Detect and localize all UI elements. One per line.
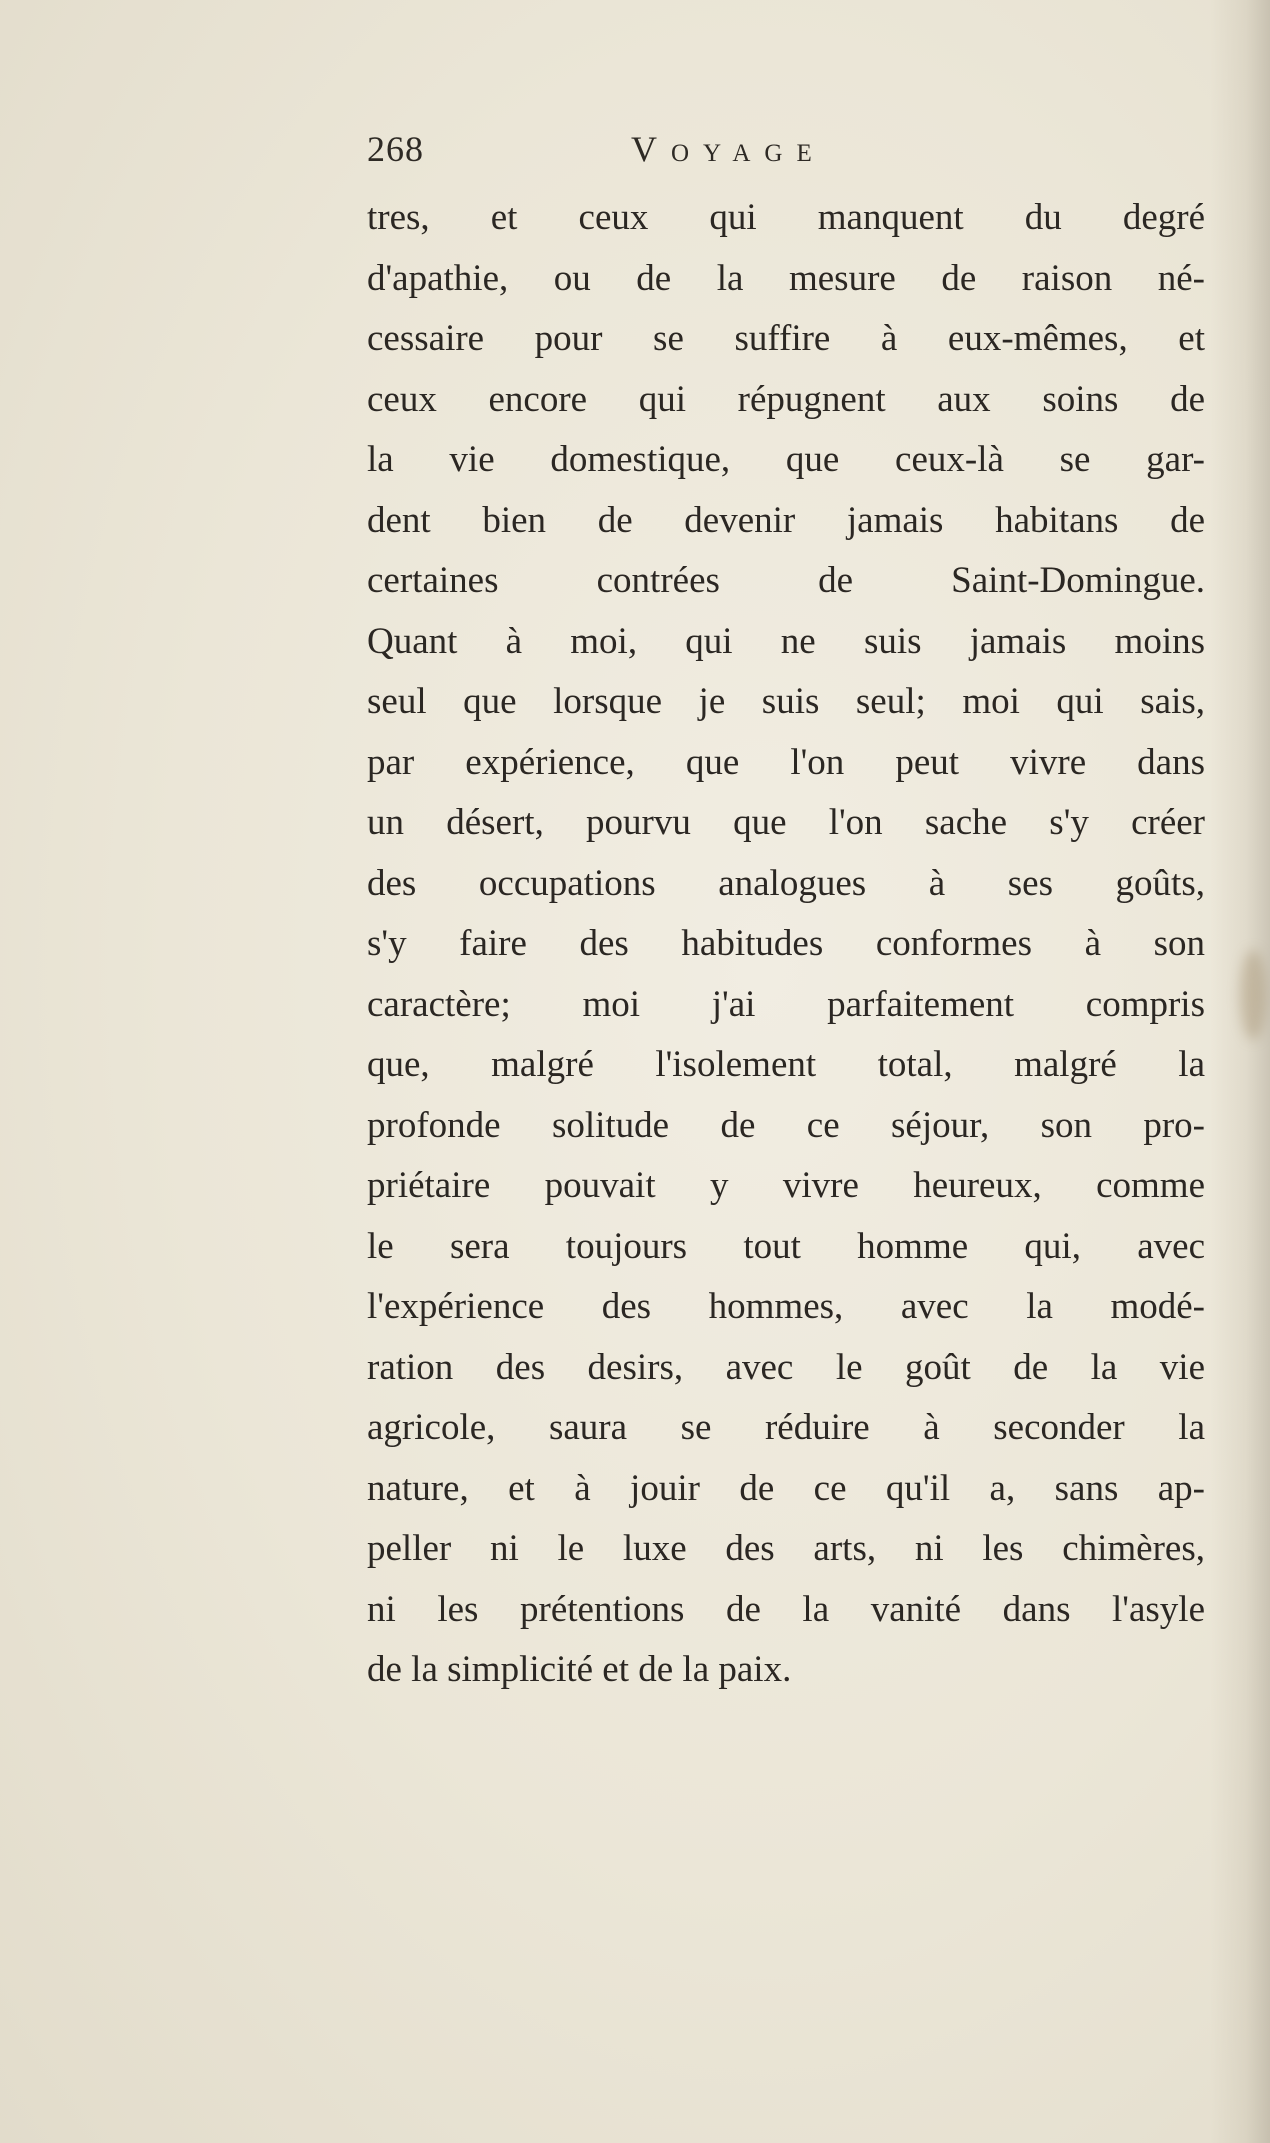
text-line: tres, et ceux qui manquent du degré — [367, 197, 1205, 238]
text-line: profonde solitude de ce séjour, son pro- — [367, 1104, 1205, 1146]
text-line: peller ni le luxe des arts, ni les chimères, — [367, 1528, 1205, 1569]
text-line: des occupations analogues à ses goûts, — [367, 862, 1205, 904]
text-line: priétaire pouvait y vivre heureux, comme — [367, 1165, 1205, 1206]
text-line: que, malgré l'isolement total, malgré la — [367, 1044, 1205, 1085]
text-line: un désert, pourvu que l'on sache s'y créer — [367, 802, 1205, 843]
text-line: la vie domestique, que ceux-là se gar- — [367, 439, 1205, 480]
text-line: par expérience, que l'on peut vivre dans — [367, 741, 1205, 783]
text-line: l'expérience des hommes, avec la modé- — [367, 1286, 1205, 1327]
page-number: 268 — [367, 129, 424, 169]
text-line: nature, et à jouir de ce qu'il a, sans ap- — [367, 1467, 1205, 1509]
text-line: certaines contrées de Saint-Domingue. — [367, 560, 1205, 601]
text-line: caractère; moi j'ai parfaitement compris — [367, 983, 1205, 1025]
text-line: s'y faire des habitudes conformes à son — [367, 923, 1205, 964]
text-line: ni les prétentions de la vanité dans l'asyle — [367, 1588, 1205, 1630]
text-line: le sera toujours tout homme qui, avec — [367, 1225, 1205, 1267]
text-line: d'apathie, ou de la mesure de raison né- — [367, 257, 1205, 299]
paper-stain — [1240, 950, 1266, 1040]
page-header — [367, 120, 1217, 180]
text-line: ceux encore qui répugnent aux soins de — [367, 378, 1205, 420]
text-line: cessaire pour se suffire à eux-mêmes, et — [367, 318, 1205, 359]
page-edge-shadow — [1210, 0, 1270, 2143]
text-line: de la simplicité et de la paix. — [367, 1649, 792, 1690]
text-line: ration des desirs, avec le goût de la vie — [367, 1346, 1205, 1388]
running-head: Voyage — [631, 129, 826, 169]
text-line: seul que lorsque je suis seul; moi qui sais, — [367, 681, 1205, 722]
body-text — [367, 188, 1205, 1701]
text-line: Quant à moi, qui ne suis jamais moins — [367, 620, 1205, 662]
text-line: dent bien de devenir jamais habitans de — [367, 499, 1205, 541]
text-line: agricole, saura se réduire à seconder la — [367, 1407, 1205, 1448]
